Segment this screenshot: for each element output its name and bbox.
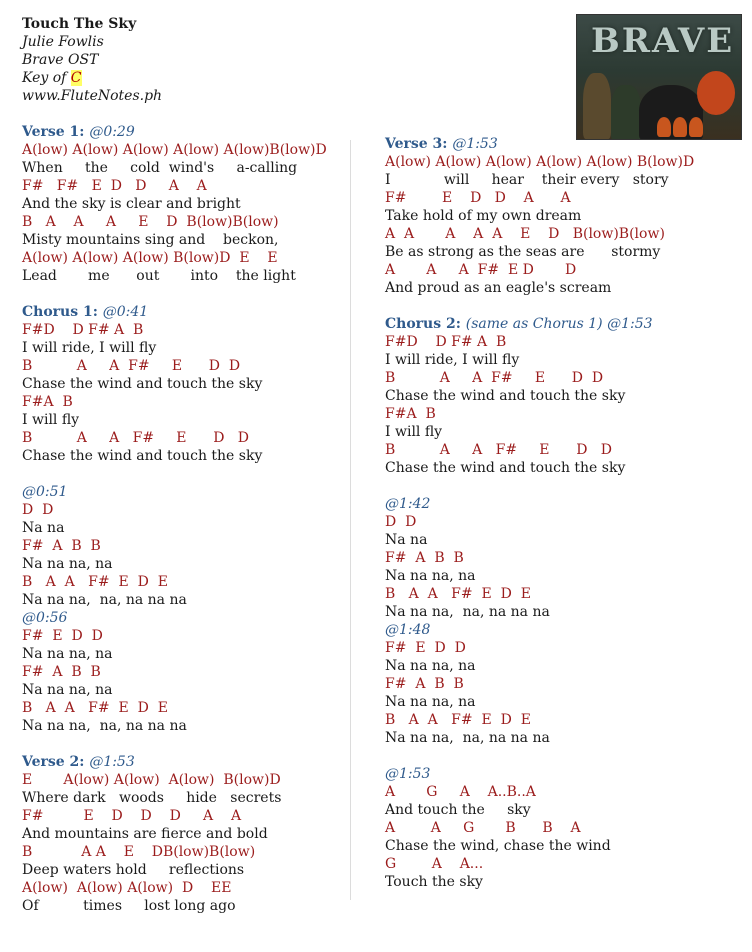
lyric-line: Of times lost long ago (22, 898, 236, 914)
note-line: B A A F# E D E (22, 574, 168, 590)
poster-figure (611, 85, 641, 140)
brave-poster-image (576, 14, 742, 140)
poster-triplet (673, 117, 687, 137)
song-section (385, 135, 725, 297)
section-timestamp: (same as Chorus 1) @1:53 (465, 316, 653, 332)
note-line: B A A F# E D E (385, 712, 531, 728)
column-divider (350, 140, 351, 900)
lyric-line: And the sky is clear and bright (22, 196, 241, 212)
section-timestamp: @1:53 (89, 754, 135, 770)
section-timestamp: @1:53 (452, 136, 498, 152)
song-section (385, 315, 725, 477)
note-line: A(low) A(low) A(low) D EE (22, 880, 232, 896)
note-line: B A A F# E D D (385, 370, 604, 386)
lyric-line: When the cold wind's a-calling (22, 160, 298, 176)
lyric-line: Lead me out into the light (22, 268, 296, 284)
lyric-line: Chase the wind, chase the wind (385, 838, 611, 854)
note-line: D D (385, 514, 417, 530)
note-line: F#D D F# A B (385, 334, 507, 350)
note-line: G A A... (385, 856, 484, 872)
section-title (22, 123, 342, 141)
lyric-line: Na na na, na, na na na (22, 592, 187, 608)
note-line: F# E D D (385, 640, 466, 656)
section-name: Verse 1: (22, 124, 90, 140)
section-name: Chorus 1: (22, 304, 103, 320)
song-section (22, 753, 342, 915)
lyric-line: Take hold of my own dream (385, 208, 582, 224)
lyric-line: Na na (385, 532, 428, 548)
note-line: A(low) A(low) A(low) A(low) A(low) B(low)D (385, 154, 695, 170)
key-label: Key of (22, 70, 71, 86)
note-line: A A A F# E D D (385, 262, 577, 278)
lyric-line: I will fly (385, 424, 443, 440)
note-line: A(low) A(low) A(low) A(low) A(low)B(low)D (22, 142, 327, 158)
lyric-line: Deep waters hold reflections (22, 862, 245, 878)
note-line: F# F# E D D A A (22, 178, 207, 194)
song-section (22, 303, 342, 465)
lyric-line: Chase the wind and touch the sky (22, 448, 263, 464)
lyric-line: Na na na, na, na na na (22, 718, 187, 734)
lyric-line: Na na na, na (22, 646, 113, 662)
poster-figure (583, 73, 611, 139)
poster-triplet (657, 117, 671, 137)
note-line: B A A F# E D D (385, 442, 613, 458)
song-section (22, 123, 342, 285)
note-line: F# A B B (22, 664, 101, 680)
lyric-line: Na na na, na (385, 694, 476, 710)
song-artist: Julie Fowlis (22, 34, 104, 50)
lyric-line: I will ride, I will fly (22, 340, 157, 356)
note-line: B A A F# E D D (22, 358, 241, 374)
section-title (385, 135, 725, 153)
lyric-line: Chase the wind and touch the sky (385, 460, 626, 476)
section-title (385, 315, 725, 333)
note-line: A A G B B A (385, 820, 581, 836)
note-line: F#D D F# A B (22, 322, 144, 338)
song-header (22, 15, 342, 105)
section-name: Verse 3: (385, 136, 453, 152)
section-timestamp: @0:29 (89, 124, 135, 140)
lyric-line: Where dark woods hide secrets (22, 790, 282, 806)
note-line: F# A B B (385, 676, 464, 692)
section-timestamp: @0:41 (102, 304, 149, 320)
note-line: F# E D D D A A (22, 808, 242, 824)
poster-merida (697, 71, 735, 115)
section-title (22, 753, 342, 771)
song-key (22, 69, 342, 87)
section-timestamp: @0:51 (22, 484, 68, 500)
section-name: Verse 2: (22, 754, 90, 770)
poster-triplet (689, 117, 703, 137)
section-title (22, 303, 342, 321)
lyric-line: I will hear their every story (385, 172, 669, 188)
left-column (22, 15, 342, 915)
section-timestamp: @1:53 (385, 766, 431, 782)
note-line: F# E D D (22, 628, 103, 644)
lyric-line: Na na (22, 520, 65, 536)
lyric-line: Chase the wind and touch the sky (385, 388, 626, 404)
section-timestamp: @1:42 (385, 496, 431, 512)
key-value: C (70, 70, 82, 86)
section-timestamp: @1:48 (385, 622, 431, 638)
section-name: Chorus 2: (385, 316, 466, 332)
note-line: B A A E DB(low)B(low) (22, 844, 256, 860)
note-line: F#A B (22, 394, 73, 410)
song-source: Brave OST (22, 52, 99, 68)
song-section (385, 621, 725, 747)
right-column (385, 135, 725, 891)
lyric-line: And proud as an eagle's scream (385, 280, 612, 296)
section-timestamp: @0:56 (22, 610, 68, 626)
song-section (22, 609, 342, 735)
song-section (385, 495, 725, 621)
lyric-line: Na na na, na, na na na (385, 730, 550, 746)
lyric-line: Misty mountains sing and beckon, (22, 232, 279, 248)
lyric-line: Na na na, na, na na na (385, 604, 550, 620)
song-section (22, 483, 342, 609)
lyric-line: Touch the sky (385, 874, 483, 890)
lyric-line: And mountains are fierce and bold (22, 826, 268, 842)
lyric-line: Be as strong as the seas are stormy (385, 244, 661, 260)
note-line: A(low) A(low) A(low) B(low)D E E (22, 250, 278, 266)
lyric-line: Na na na, na (385, 568, 476, 584)
lyric-line: Na na na, na (22, 556, 113, 572)
note-line: F# A B B (385, 550, 464, 566)
note-line: E A(low) A(low) A(low) B(low)D (22, 772, 281, 788)
lyric-line: I will ride, I will fly (385, 352, 520, 368)
note-line: A G A A..B..A (385, 784, 536, 800)
song-section (385, 765, 725, 891)
lyric-line: Na na na, na (22, 682, 113, 698)
website: www.FluteNotes.ph (22, 88, 163, 104)
note-line: D D (22, 502, 54, 518)
lyric-line: Chase the wind and touch the sky (22, 376, 263, 392)
lyric-line: Na na na, na (385, 658, 476, 674)
song-title: Touch The Sky (22, 16, 137, 32)
note-line: B A A A E D B(low)B(low) (22, 214, 279, 230)
note-line: F# E D D A A (385, 190, 571, 206)
note-line: B A A F# E D E (22, 700, 168, 716)
note-line: F# A B B (22, 538, 101, 554)
note-line: B A A F# E D D (22, 430, 250, 446)
lyric-line: I will fly (22, 412, 80, 428)
note-line: B A A F# E D E (385, 586, 531, 602)
note-line: F#A B (385, 406, 436, 422)
poster-logo: BRAVE (591, 21, 735, 61)
lyric-line: And touch the sky (385, 802, 531, 818)
note-line: A A A A A E D B(low)B(low) (385, 226, 665, 242)
